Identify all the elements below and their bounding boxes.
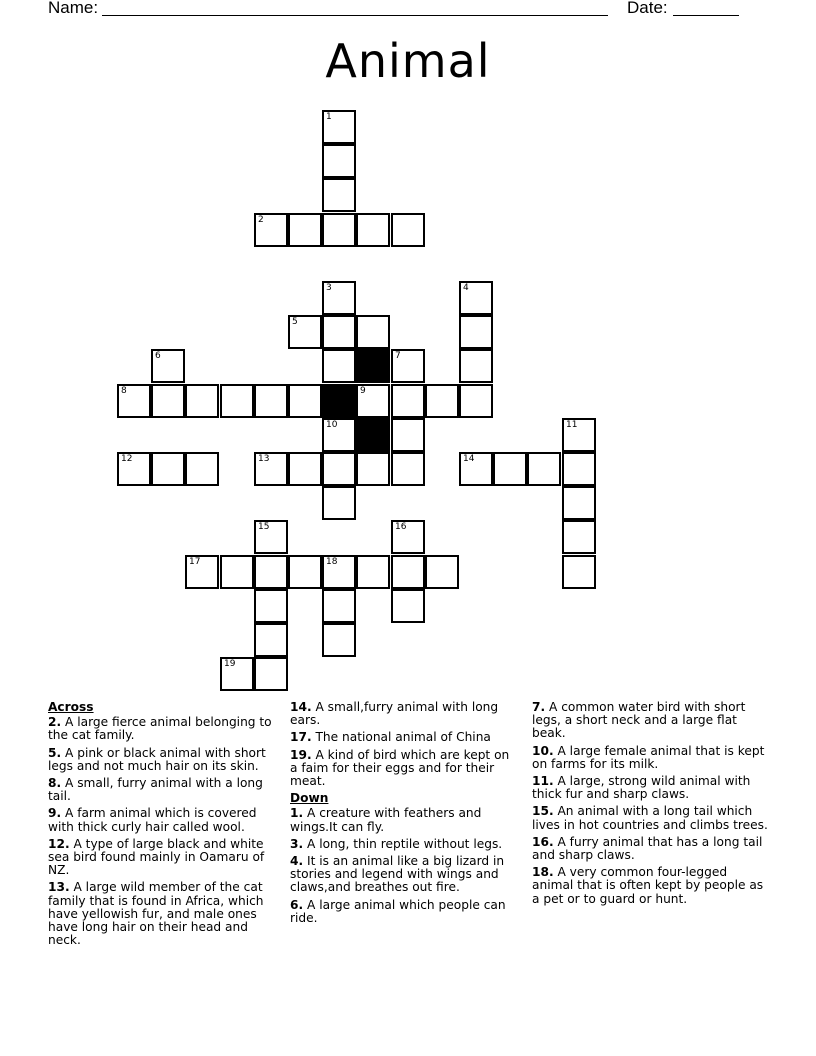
clue-text: A large, strong wild animal with thick fur and sharp claws. — [532, 774, 751, 802]
clue-number: 13. — [48, 880, 70, 895]
crossword-cell[interactable] — [254, 520, 288, 554]
crossword-cell[interactable] — [220, 657, 254, 691]
crossword-cell[interactable] — [220, 384, 254, 418]
clue-number: 15 — [258, 522, 270, 532]
clue — [532, 701, 772, 741]
clue-number: 17. — [290, 730, 312, 745]
page-title: Animal — [325, 34, 491, 88]
clue-number: 8 — [121, 386, 127, 396]
clue-number: 12. — [48, 836, 70, 851]
clue-text: A kind of bird which are kept on a faim for their eggs and for their meat. — [290, 747, 510, 789]
clue-text: A small, furry animal with a long tail. — [48, 776, 263, 804]
clue-number: 18. — [532, 865, 554, 880]
clue-number: 17 — [189, 557, 201, 567]
crossword-cell[interactable] — [185, 555, 219, 589]
crossword-cell[interactable] — [254, 213, 288, 247]
crossword-cell[interactable] — [322, 623, 356, 657]
crossword-cell[interactable] — [391, 589, 425, 623]
crossword-cell[interactable] — [391, 384, 425, 418]
clue-number: 10 — [326, 420, 338, 430]
clue-number: 3 — [326, 283, 332, 293]
crossword-cell[interactable] — [562, 520, 596, 554]
crossword-cell[interactable] — [425, 555, 459, 589]
crossword-cell[interactable] — [459, 281, 493, 315]
crossword-cell[interactable] — [254, 384, 288, 418]
clue-number: 4. — [290, 854, 304, 869]
clue-text: A furry animal that has a long tail and sharp claws. — [532, 834, 763, 863]
crossword-cell[interactable] — [151, 384, 185, 418]
clue — [290, 731, 518, 744]
crossword-cell[interactable] — [220, 555, 254, 589]
clue — [48, 716, 282, 742]
clue-number: 7. — [532, 700, 546, 714]
crossword-cell[interactable] — [391, 349, 425, 383]
crossword-cell[interactable] — [322, 418, 356, 452]
crossword-cell[interactable] — [493, 452, 527, 486]
crossword-cell[interactable] — [425, 384, 459, 418]
clue-number: 3. — [290, 836, 304, 851]
crossword-cell[interactable] — [391, 520, 425, 554]
clue-number: 9. — [48, 806, 62, 821]
crossword-cell[interactable] — [322, 315, 356, 349]
clue-number: 18 — [326, 557, 338, 567]
clue-number: 1 — [326, 112, 332, 122]
clue-number: 14 — [463, 454, 475, 464]
crossword-cell[interactable] — [562, 452, 596, 486]
clue-number: 1. — [290, 806, 304, 821]
clue-number: 4 — [463, 283, 469, 293]
clue — [532, 775, 772, 801]
clue-number: 6 — [155, 351, 161, 361]
clue-number: 11 — [566, 420, 578, 430]
down-heading: Down — [290, 791, 329, 806]
clue — [532, 805, 772, 831]
date-label: Date: — [627, 0, 668, 17]
crossword-cell[interactable] — [288, 452, 322, 486]
clue-text: The national animal of China — [311, 730, 491, 745]
clue-number: 16 — [395, 522, 407, 532]
crossword-cell[interactable] — [322, 144, 356, 178]
across-clue-list — [48, 716, 282, 947]
clue — [48, 881, 282, 947]
clue-text: A large female animal that is kept on farms for its milk. — [532, 743, 765, 771]
across-clue-list-continued — [290, 701, 518, 788]
crossword-cell[interactable] — [391, 555, 425, 589]
clue-number: 11. — [532, 774, 554, 789]
down-clue-list-continued — [532, 701, 772, 906]
crossword-cell[interactable] — [254, 555, 288, 589]
clue — [48, 838, 282, 878]
crossword-cell[interactable] — [288, 213, 322, 247]
crossword-cell[interactable] — [322, 213, 356, 247]
clue-number: 9 — [360, 386, 366, 396]
crossword-cell[interactable] — [254, 657, 288, 691]
clue-text: A small,furry animal with long ears. — [290, 700, 499, 728]
crossword-cell[interactable] — [459, 315, 493, 349]
crossword-cell[interactable] — [562, 418, 596, 452]
clue — [48, 807, 282, 833]
crossword-cell[interactable] — [151, 349, 185, 383]
crossword-cell[interactable] — [527, 452, 561, 486]
clue — [532, 745, 772, 771]
across-heading: Across — [48, 700, 94, 714]
clue-number: 10. — [532, 743, 554, 758]
clue — [48, 747, 282, 773]
crossword-cell[interactable] — [356, 315, 390, 349]
clue-number: 5 — [292, 317, 298, 327]
clues-column-2 — [290, 701, 518, 929]
clue — [290, 899, 518, 925]
clue-text: A common water bird with short legs, a short neck and a large flat beak. — [532, 700, 746, 741]
crossword-cell[interactable] — [459, 384, 493, 418]
crossword-cell[interactable] — [322, 486, 356, 520]
crossword-cell[interactable] — [151, 452, 185, 486]
crossword-cell[interactable] — [322, 349, 356, 383]
clue — [532, 836, 772, 862]
clue-text: A creature with feathers and wings.It can fly. — [290, 806, 482, 834]
clue-number: 5. — [48, 745, 62, 760]
crossword-cell[interactable] — [459, 349, 493, 383]
crossword-cell[interactable] — [562, 555, 596, 589]
clue-text: A farm animal which is covered with thick curly hair called wool. — [48, 806, 257, 834]
black-cell — [356, 349, 390, 383]
clue — [290, 749, 518, 789]
clue-text: A large fierce animal belonging to the cat family. — [48, 715, 272, 743]
crossword-cell[interactable] — [117, 452, 151, 486]
clue-number: 14. — [290, 700, 312, 714]
black-cell — [322, 384, 356, 418]
clue-number: 6. — [290, 897, 304, 912]
crossword-cell[interactable] — [391, 213, 425, 247]
name-label: Name: — [48, 0, 99, 17]
clues-column-3 — [532, 701, 772, 910]
black-cell — [356, 418, 390, 452]
clue — [48, 777, 282, 803]
clue-text: A very common four-legged animal that is often kept by people as a pet or to guard or hunt. — [532, 865, 764, 906]
clue-number: 15. — [532, 804, 554, 819]
clue-text: A pink or black animal with short legs and not much hair on its skin. — [48, 745, 266, 773]
crossword-cell[interactable] — [254, 589, 288, 623]
crossword-cell[interactable] — [288, 315, 322, 349]
clue-number: 16. — [532, 834, 554, 849]
crossword-cell[interactable] — [322, 281, 356, 315]
crossword-cell[interactable] — [254, 623, 288, 657]
crossword-cell[interactable] — [322, 589, 356, 623]
clues-column-1 — [48, 701, 282, 951]
crossword-cell[interactable] — [254, 452, 288, 486]
clue-text: A long, thin reptile without legs. — [303, 836, 503, 851]
clue-number: 8. — [48, 776, 62, 791]
clue-number: 19. — [290, 747, 312, 762]
crossword-cell[interactable] — [356, 213, 390, 247]
clue-text: A large wild member of the cat family that is found in Africa, which have yellowish fur, and male ones have long hair on their head and neck. — [48, 880, 264, 948]
crossword-cell[interactable] — [356, 555, 390, 589]
clue-number: 12 — [121, 454, 133, 464]
clue — [290, 701, 518, 727]
clue — [532, 866, 772, 906]
crossword-cell[interactable] — [391, 452, 425, 486]
crossword-cell[interactable] — [322, 110, 356, 144]
crossword-cell[interactable] — [322, 555, 356, 589]
clue-text: An animal with a long tail which lives in hot countries and climbs trees. — [532, 804, 768, 832]
clue-number: 13 — [258, 454, 270, 464]
crossword-cell[interactable] — [288, 384, 322, 418]
crossword-cell[interactable] — [459, 452, 493, 486]
clue-number: 19 — [224, 659, 236, 669]
crossword-cell[interactable] — [356, 452, 390, 486]
crossword-cell[interactable] — [185, 452, 219, 486]
crossword-cell[interactable] — [185, 384, 219, 418]
crossword-cell[interactable] — [322, 452, 356, 486]
crossword-cell[interactable] — [117, 384, 151, 418]
clue — [290, 855, 518, 895]
crossword-cell[interactable] — [391, 418, 425, 452]
clue-number: 2. — [48, 715, 62, 730]
crossword-cell[interactable] — [322, 178, 356, 212]
clue-text: A type of large black and white sea bird found mainly in Oamaru of NZ. — [48, 836, 265, 878]
crossword-cell[interactable] — [562, 486, 596, 520]
down-clue-list — [290, 807, 518, 925]
clue-number: 7 — [395, 351, 401, 361]
clue-text: It is an animal like a big lizard in stories and legend with wings and claws,and breathes out fire. — [290, 854, 505, 895]
crossword-cell[interactable] — [356, 384, 390, 418]
clue-text: A large animal which people can ride. — [290, 897, 506, 925]
clue-number: 2 — [258, 215, 264, 225]
clue — [290, 838, 518, 851]
crossword-cell[interactable] — [288, 555, 322, 589]
clue — [290, 807, 518, 833]
